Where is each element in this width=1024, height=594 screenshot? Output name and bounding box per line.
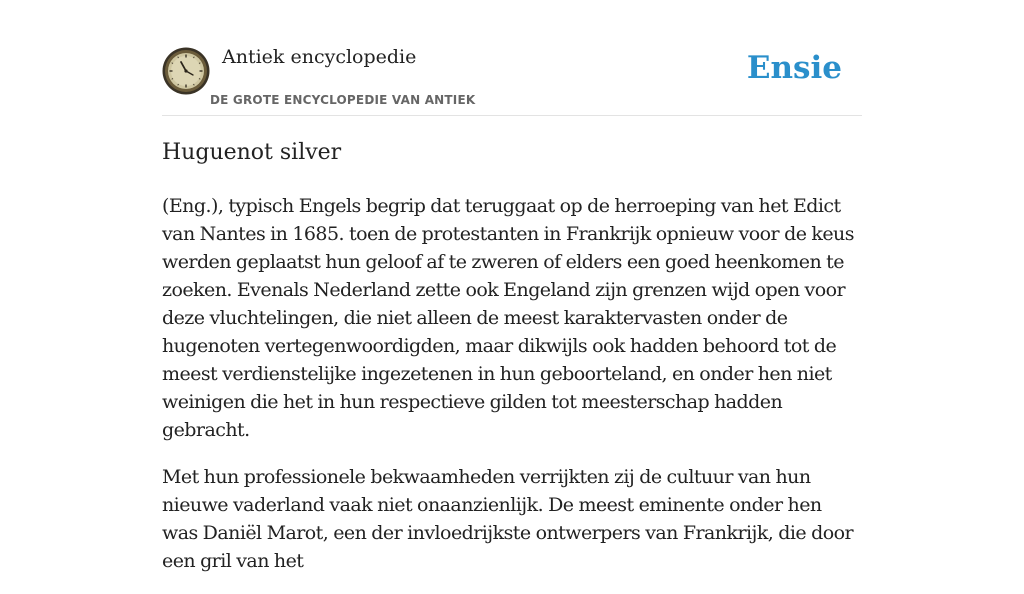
- clock-icon[interactable]: [162, 47, 210, 95]
- site-title[interactable]: Antiek encyclopedie: [222, 46, 417, 68]
- site-subtitle: DE GROTE ENCYCLOPEDIE VAN ANTIEK: [210, 93, 476, 107]
- article-paragraph: Met hun professionele bekwaamheden verrijkten zij de cultuur van hun nieuwe vaderland vaak niet onaanzienlijk. De meest eminente onder hen was Daniël Marot, een der invloedrijkste ontwerpers van Frankrijk, die door een gril van het: [162, 466, 854, 572]
- site-header: [162, 40, 862, 116]
- article-title: Huguenot silver: [162, 140, 342, 165]
- article-body: [162, 192, 862, 594]
- article-paragraph: (Eng.), typisch Engels begrip dat teruggaat op de herroeping van het Edict van Nantes in 1685. toen de protestanten in Frankrijk opnieuw voor de keus werden geplaatst hun geloof af te zweren of elders een goed heenkomen te zoeken. Evenals Nederland zette ook Engeland zijn grenzen wijd open voor deze vluchtelingen, die niet alleen de meest karaktervasten onder de hugenoten vertegenwoordigden, maar dikwijls ook hadden behoord tot de meest verdienstelijke ingezetenen in hun geboorteland, en onder hen niet weinigen die het in hun respectieve gilden tot meesterschap hadden gebracht.: [162, 195, 854, 441]
- brand-logo[interactable]: Ensie: [746, 50, 842, 86]
